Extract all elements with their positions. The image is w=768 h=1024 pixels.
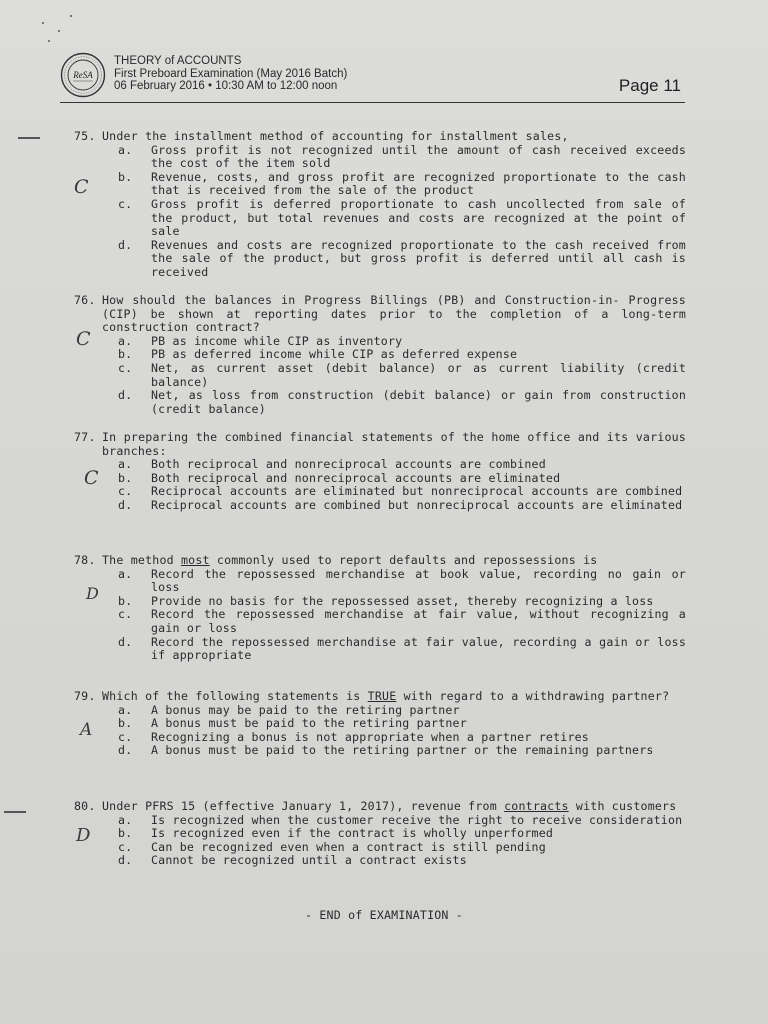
stem-text: Under PFRS 15 (effective January 1, 2017), revenue from — [102, 799, 505, 813]
handwritten-answer-79: A — [80, 720, 93, 740]
option-text: Gross profit is deferred proportionate to cash uncollected from sale of the product, but total revenues and costs are recognized at the point of sale — [151, 196, 686, 239]
end-of-exam: - END of EXAMINATION - — [305, 908, 463, 922]
option-letter: a. — [118, 333, 133, 348]
handwritten-answer-78: D — [86, 584, 99, 603]
option-letter: a. — [118, 142, 133, 157]
option-d — [118, 239, 686, 280]
option-a — [118, 704, 686, 718]
margin-mark — [4, 811, 26, 813]
option-letter: c. — [118, 484, 133, 499]
paper-speck — [48, 40, 50, 42]
option-d — [118, 636, 686, 663]
page-number: Page 11 — [618, 76, 681, 95]
option-a — [118, 335, 686, 349]
option-text: Revenues and costs are recognized proportionate to the cash received from the sale of the product, but gross profit is deferred until all cash is received — [151, 237, 686, 279]
option-a — [118, 568, 686, 595]
question-stem: Under the installment method of accounting for installment sales, — [102, 129, 569, 143]
exam-schedule: 06 February 2016 • 10:30 AM to 12:00 noon — [114, 80, 338, 92]
stem-text: with regard to a withdrawing partner? — [396, 689, 670, 703]
handwritten-answer-77: C — [84, 467, 99, 489]
option-letter: d. — [118, 237, 133, 252]
option-letter: b. — [118, 347, 133, 362]
exam-title: First Preboard Examination (May 2016 Batch) — [114, 67, 348, 80]
resa-seal-logo — [60, 52, 106, 98]
option-letter: a. — [118, 457, 133, 472]
stem-text: with customers — [568, 799, 677, 813]
exam-subject: THEORY of ACCOUNTS — [114, 55, 242, 67]
option-text: Recognizing a bonus is not appropriate when a partner retires — [151, 729, 589, 744]
handwritten-answer-80: D — [76, 825, 91, 846]
question-stem — [102, 690, 686, 704]
option-a — [118, 458, 686, 472]
option-letter: d. — [118, 853, 133, 868]
page-header — [60, 50, 685, 103]
option-letter: c. — [118, 607, 133, 622]
handwritten-answer-76: C — [76, 328, 91, 350]
option-text: Reciprocal accounts are combined but nonreciprocal accounts are eliminated — [151, 497, 683, 512]
option-letter: a. — [118, 812, 133, 827]
option-letter: d. — [118, 497, 133, 512]
paper-speck — [58, 30, 60, 32]
option-text: Record the repossessed merchandise at fair value, without recognizing a gain or loss — [151, 607, 686, 635]
option-c — [118, 841, 686, 855]
question-stem: In preparing the combined financial statements of the home office and its various branches: — [102, 430, 686, 458]
option-text: A bonus may be paid to the retiring partner — [151, 702, 460, 717]
option-letter: a. — [118, 566, 133, 581]
option-text: Is recognized when the customer receive the right to receive consideration — [151, 812, 683, 827]
option-letter: c. — [118, 729, 133, 744]
stem-text: commonly used to report defaults and repossessions is — [209, 553, 598, 567]
option-text: Both reciprocal and nonreciprocal accounts are combined — [151, 457, 546, 472]
option-text: Record the repossessed merchandise at fair value, recording a gain or loss if appropriate — [151, 634, 686, 663]
question-number: 76. — [74, 293, 96, 307]
option-letter: c. — [118, 360, 133, 375]
question-stem: How should the balances in Progress Billings (PB) and Construction-in- Progress (CIP) be shown at reporting dates prior to the completion of a long-term construction contract? — [102, 293, 686, 335]
option-text: PB as deferred income while CIP as deferred expense — [151, 347, 518, 362]
question-79 — [74, 690, 686, 758]
header-text-block — [114, 55, 347, 93]
question-stem — [102, 554, 686, 568]
option-c — [118, 362, 686, 389]
question-77 — [74, 431, 686, 513]
option-a — [118, 144, 686, 171]
option-text: Net, as loss from construction (debit balance) or gain from construction (credit balance) — [151, 388, 686, 416]
question-80 — [74, 800, 686, 868]
option-text: Can be recognized even when a contract is still pending — [151, 839, 546, 854]
option-text: Revenue, costs, and gross profit are recognized proportionate to the cash that is received from the sale of the product — [151, 169, 686, 198]
stem-emphasis: TRUE — [367, 689, 397, 703]
paper-speck — [70, 15, 72, 17]
margin-mark — [18, 137, 40, 139]
option-text: A bonus must be paid to the retiring partner — [151, 716, 467, 731]
question-number: 79. — [74, 689, 96, 703]
handwritten-answer-75: C — [74, 176, 89, 198]
option-d — [118, 389, 686, 416]
question-number: 77. — [74, 430, 96, 444]
option-text: A bonus must be paid to the retiring partner or the remaining partners — [151, 743, 654, 758]
option-c — [118, 731, 686, 745]
stem-text: Which of the following statements is — [102, 689, 368, 703]
option-letter: b. — [118, 470, 133, 485]
option-letter: c. — [118, 196, 133, 211]
option-letter: b. — [118, 169, 133, 184]
option-text: Cannot be recognized until a contract exists — [151, 853, 467, 868]
svg-text:ReSA: ReSA — [73, 70, 93, 80]
question-number: 78. — [74, 553, 96, 567]
option-text: Gross profit is not recognized until the amount of cash received exceeds the cost of the item sold — [151, 142, 686, 171]
question-number: 75. — [74, 129, 96, 143]
option-text: Reciprocal accounts are eliminated but nonreciprocal accounts are combined — [151, 484, 683, 499]
option-a — [118, 814, 686, 828]
option-b — [118, 472, 686, 486]
option-b — [118, 595, 686, 609]
stem-text: The method — [102, 553, 181, 567]
question-75 — [74, 130, 686, 280]
question-78 — [74, 554, 686, 663]
option-c — [118, 198, 686, 239]
option-b — [118, 827, 686, 841]
option-c — [118, 485, 686, 499]
option-d — [118, 854, 686, 868]
option-d — [118, 744, 686, 758]
option-text: Is recognized even if the contract is wholly unperformed — [151, 826, 554, 841]
option-text: Net, as current asset (debit balance) or as current liability (credit balance) — [151, 360, 686, 389]
option-letter: b. — [118, 826, 133, 841]
option-b — [118, 171, 686, 198]
stem-emphasis: contracts — [504, 799, 569, 813]
option-letter: a. — [118, 702, 133, 717]
option-letter: d. — [118, 743, 133, 758]
option-letter: d. — [118, 634, 133, 649]
question-number: 80. — [74, 799, 96, 813]
option-letter: d. — [118, 388, 133, 403]
option-text: Provide no basis for the repossessed asset, thereby recognizing a loss — [151, 593, 654, 608]
option-text: Record the repossessed merchandise at book value, recording no gain or loss — [151, 566, 686, 595]
option-b — [118, 348, 686, 362]
option-c — [118, 608, 686, 635]
paper-speck — [42, 22, 44, 24]
option-letter: b. — [118, 593, 133, 608]
option-b — [118, 717, 686, 731]
question-stem — [102, 800, 686, 814]
option-letter: b. — [118, 716, 133, 731]
option-d — [118, 499, 686, 513]
option-text: Both reciprocal and nonreciprocal accounts are eliminated — [151, 470, 561, 485]
option-letter: c. — [118, 839, 133, 854]
stem-emphasis: most — [180, 553, 210, 567]
option-text: PB as income while CIP as inventory — [151, 333, 403, 348]
question-76 — [74, 294, 686, 416]
